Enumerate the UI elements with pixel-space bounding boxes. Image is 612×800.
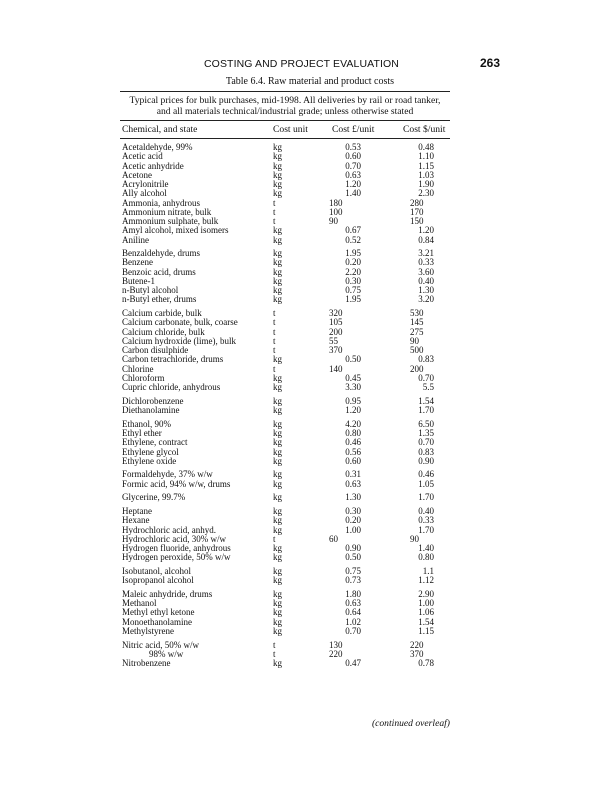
cost-usd: 3.60 [418, 266, 434, 277]
chemical-name: Calcium carbonate, bulk, coarse [122, 317, 238, 328]
table-row [0, 236, 612, 245]
table-row [0, 544, 612, 553]
header-top-rule [120, 120, 450, 121]
cost-unit: kg [273, 418, 282, 429]
cost-usd: 1.54 [418, 616, 434, 627]
cost-usd: 0.83 [418, 446, 434, 457]
table-note-line: and all materials technical/industrial grade; unless otherwise stated [156, 106, 414, 117]
table-row [0, 249, 612, 258]
chemical-name: Methylstyrene [122, 625, 174, 636]
cost-unit: kg [273, 142, 282, 152]
cost-usd: 280 [410, 197, 424, 208]
chemical-name: Cupric chloride, anhydrous [122, 382, 221, 393]
chemical-name: Hydrogen fluoride, anhydrous [122, 543, 231, 554]
cost-gbp: 0.20 [345, 515, 361, 526]
cost-unit: kg [273, 354, 282, 365]
cost-unit: kg [273, 515, 282, 526]
chemical-name: Formaldehyde, 37% w/w [122, 469, 213, 480]
table-note-line: Typical prices for bulk purchases, mid-1998. All deliveries by rail or road tanker, [129, 95, 441, 106]
cost-unit: t [273, 533, 276, 544]
cost-unit: kg [273, 169, 282, 180]
chemical-name: Ethyl ether [122, 428, 162, 438]
cost-usd: 90 [410, 533, 419, 544]
cost-unit: kg [273, 160, 282, 171]
chemical-name: n-Butyl ether, drums [122, 294, 197, 305]
chemical-name: Formic acid, 94% w/w, drums [122, 478, 231, 489]
cost-gbp: 370 [329, 345, 343, 356]
table-row [0, 567, 612, 576]
cost-gbp: 1.20 [345, 179, 361, 189]
cost-gbp: 0.47 [345, 658, 361, 669]
cost-gbp: 0.46 [345, 437, 361, 448]
cost-gbp: 0.63 [345, 169, 361, 180]
cost-unit: t [273, 308, 276, 319]
table-row-group [0, 507, 612, 563]
cost-unit: t [273, 648, 276, 659]
table-row [0, 355, 612, 364]
cost-unit: t [273, 335, 276, 346]
cost-gbp: 0.64 [345, 607, 361, 618]
cost-usd: 1.20 [418, 225, 434, 236]
table-row [0, 199, 612, 208]
cost-unit: kg [273, 446, 282, 457]
cost-usd: 0.78 [418, 658, 434, 669]
chemical-name: 98% w/w [122, 648, 184, 659]
cost-usd: 0.33 [418, 257, 434, 268]
cost-usd: 1.15 [418, 160, 434, 171]
table-row-group [0, 309, 612, 392]
table-row [0, 277, 612, 286]
cost-unit: kg [273, 234, 282, 245]
cost-usd: 2.90 [418, 588, 434, 599]
cost-unit: t [273, 206, 276, 217]
column-header-usd: Cost $/unit [403, 124, 446, 135]
cost-gbp: 200 [329, 326, 343, 337]
table-row [0, 429, 612, 438]
cost-gbp: 55 [329, 335, 338, 346]
cost-unit: kg [273, 543, 282, 554]
table-row [0, 152, 612, 161]
cost-usd: 1.30 [418, 285, 434, 296]
chemical-name: Calcium carbide, bulk [122, 308, 202, 319]
table-row [0, 627, 612, 636]
chemical-name: Hydrochloric acid, anhyd. [122, 524, 216, 535]
table-row-group [0, 470, 612, 489]
table-row [0, 493, 612, 502]
cost-unit: kg [273, 372, 282, 383]
chemical-name: n-Butyl alcohol [122, 285, 179, 296]
cost-unit: kg [273, 437, 282, 448]
cost-usd: 0.70 [418, 437, 434, 448]
table-row [0, 641, 612, 650]
cost-unit: kg [273, 598, 282, 609]
table-row [0, 208, 612, 217]
cost-gbp: 0.56 [345, 446, 361, 457]
cost-unit: kg [273, 428, 282, 438]
table-caption: Table 6.4. Raw material and product costs [225, 76, 395, 87]
cost-usd: 1.70 [418, 405, 434, 416]
column-header-gbp: Cost £/unit [332, 124, 375, 135]
cost-gbp: 0.30 [345, 506, 361, 517]
cost-unit: kg [273, 151, 282, 162]
cost-usd: 0.83 [418, 354, 434, 365]
cost-usd: 5.5 [422, 382, 434, 393]
chemical-name: Isopropanol alcohol [122, 575, 194, 586]
table-row-group [0, 397, 612, 416]
table-row [0, 507, 612, 516]
cost-gbp: 180 [329, 197, 343, 208]
cost-unit: kg [273, 492, 282, 503]
page-number: 263 [479, 56, 500, 70]
cost-gbp: 90 [329, 216, 338, 226]
chemical-name: Amyl alcohol, mixed isomers [122, 225, 229, 236]
cost-usd: 1.1 [422, 566, 434, 576]
running-title: COSTING AND PROJECT EVALUATION [204, 58, 399, 70]
cost-gbp: 0.75 [345, 566, 361, 576]
table-row-group [0, 590, 612, 636]
cost-unit: kg [273, 395, 282, 406]
cost-gbp: 2.20 [345, 266, 361, 277]
chemical-name: Maleic anhydride, drums [122, 588, 213, 599]
table-row [0, 318, 612, 327]
cost-unit: kg [273, 552, 282, 563]
cost-gbp: 1.40 [345, 188, 361, 199]
chemical-name: Hydrogen peroxide, 50% w/w [122, 552, 231, 563]
table-row [0, 295, 612, 304]
cost-gbp: 0.45 [345, 372, 361, 383]
cost-usd: 170 [410, 206, 424, 217]
chemical-name: Glycerine, 99.7% [122, 492, 186, 503]
table-row [0, 406, 612, 415]
table-row [0, 650, 612, 659]
cost-usd: 1.35 [418, 428, 434, 438]
cost-unit: t [273, 345, 276, 356]
table-row [0, 420, 612, 429]
cost-unit: kg [273, 275, 282, 286]
chemical-name: Carbon disulphide [122, 345, 189, 356]
cost-unit: kg [273, 524, 282, 535]
cost-usd: 1.90 [418, 179, 434, 189]
chemical-name: Isobutanol, alcohol [122, 566, 191, 576]
table-row [0, 189, 612, 198]
chemical-name: Benzoic acid, drums [122, 266, 196, 277]
cost-usd: 3.21 [418, 248, 434, 259]
column-header-unit: Cost unit [273, 124, 308, 135]
cost-unit: kg [273, 266, 282, 277]
chemical-name: Dichlorobenzene [122, 395, 184, 406]
cost-usd: 1.03 [418, 169, 434, 180]
chemical-name: Chlorine [122, 363, 154, 374]
table-row [0, 365, 612, 374]
cost-unit: kg [273, 248, 282, 259]
cost-usd: 0.33 [418, 515, 434, 526]
table-row [0, 608, 612, 617]
cost-usd: 500 [410, 345, 424, 356]
table-row [0, 448, 612, 457]
cost-usd: 0.90 [418, 455, 434, 466]
cost-gbp: 130 [329, 639, 343, 650]
cost-gbp: 105 [329, 317, 343, 328]
cost-usd: 6.50 [418, 418, 434, 429]
table-row [0, 470, 612, 479]
cost-usd: 3.20 [418, 294, 434, 305]
chemical-name: Ammonia, anhydrous [122, 197, 200, 208]
cost-unit: kg [273, 616, 282, 627]
cost-gbp: 1.20 [345, 405, 361, 416]
table-row [0, 328, 612, 337]
cost-usd: 2.30 [418, 188, 434, 199]
cost-unit: kg [273, 625, 282, 636]
cost-unit: kg [273, 405, 282, 416]
cost-usd: 0.80 [418, 552, 434, 563]
cost-gbp: 0.50 [345, 354, 361, 365]
cost-gbp: 0.95 [345, 395, 361, 406]
table-row [0, 217, 612, 226]
cost-unit: t [273, 326, 276, 337]
table-row [0, 374, 612, 383]
cost-gbp: 4.20 [345, 418, 361, 429]
cost-usd: 530 [410, 308, 424, 319]
cost-unit: kg [273, 566, 282, 576]
table-row-group [0, 567, 612, 586]
cost-gbp: 60 [329, 533, 338, 544]
table-row [0, 346, 612, 355]
cost-unit: kg [273, 575, 282, 586]
cost-usd: 1.06 [418, 607, 434, 618]
table-row [0, 397, 612, 406]
cost-gbp: 0.53 [345, 142, 361, 152]
chemical-name: Ammonium nitrate, bulk [122, 206, 212, 217]
cost-unit: kg [273, 588, 282, 599]
chemical-name: Ethylene, contract [122, 437, 188, 448]
cost-usd: 1.00 [418, 598, 434, 609]
cost-gbp: 1.95 [345, 248, 361, 259]
chemical-name: Monoethanolamine [122, 616, 192, 627]
table-row-group [0, 641, 612, 669]
cost-gbp: 1.02 [345, 616, 361, 627]
table-row-group [0, 493, 612, 502]
table-row [0, 258, 612, 267]
chemical-name: Nitrobenzene [122, 658, 171, 669]
chemical-name: Acetaldehyde, 99% [122, 142, 193, 152]
table-row [0, 171, 612, 180]
cost-gbp: 1.95 [345, 294, 361, 305]
cost-usd: 1.15 [418, 625, 434, 636]
chemical-name: Hexane [122, 515, 150, 526]
table-row [0, 180, 612, 189]
chemical-name: Ethylene glycol [122, 446, 179, 457]
table-note [120, 95, 450, 117]
cost-unit: kg [273, 455, 282, 466]
cost-gbp: 0.67 [345, 225, 361, 236]
cost-usd: 145 [410, 317, 424, 328]
table-row [0, 383, 612, 392]
chemical-name: Nitric acid, 50% w/w [122, 639, 199, 650]
table-row [0, 659, 612, 668]
table-row-group [0, 420, 612, 466]
table-row [0, 599, 612, 608]
cost-usd: 1.54 [418, 395, 434, 406]
cost-gbp: 0.70 [345, 160, 361, 171]
chemical-name: Calcium hydroxide (lime), bulk [122, 335, 236, 346]
chemical-name: Chloroform [122, 372, 165, 383]
cost-unit: kg [273, 225, 282, 236]
table-row [0, 337, 612, 346]
chemical-name: Benzaldehyde, drums [122, 248, 200, 259]
cost-usd: 1.12 [418, 575, 434, 586]
cost-unit: kg [273, 188, 282, 199]
table-row [0, 576, 612, 585]
cost-gbp: 1.00 [345, 524, 361, 535]
cost-unit: t [273, 197, 276, 208]
cost-unit: t [273, 317, 276, 328]
cost-gbp: 0.60 [345, 151, 361, 162]
chemical-name: Benzene [122, 257, 153, 268]
cost-gbp: 320 [329, 308, 343, 319]
cost-usd: 1.70 [418, 524, 434, 535]
chemical-name: Ammonium sulphate, bulk [122, 216, 219, 226]
cost-usd: 220 [410, 639, 424, 650]
cost-gbp: 0.63 [345, 598, 361, 609]
cost-usd: 90 [410, 335, 419, 346]
cost-usd: 150 [410, 216, 424, 226]
cost-gbp: 0.70 [345, 625, 361, 636]
cost-gbp: 0.52 [345, 234, 361, 245]
table-row [0, 286, 612, 295]
chemical-name: Carbon tetrachloride, drums [122, 354, 224, 365]
cost-table-body [0, 143, 612, 673]
table-row [0, 226, 612, 235]
cost-usd: 200 [410, 363, 424, 374]
continued-note: (continued overleaf) [371, 718, 450, 729]
cost-gbp: 140 [329, 363, 343, 374]
cost-unit: t [273, 363, 276, 374]
cost-unit: kg [273, 294, 282, 305]
chemical-name: Methanol [122, 598, 157, 609]
cost-unit: kg [273, 179, 282, 189]
cost-gbp: 220 [329, 648, 343, 659]
cost-gbp: 0.63 [345, 478, 361, 489]
header-bottom-rule [120, 138, 450, 139]
cost-gbp: 0.90 [345, 543, 361, 554]
table-row [0, 480, 612, 489]
cost-unit: kg [273, 285, 282, 296]
cost-gbp: 0.60 [345, 455, 361, 466]
chemical-name: Butene-1 [122, 275, 155, 286]
cost-usd: 0.70 [418, 372, 434, 383]
chemical-name: Heptane [122, 506, 152, 517]
table-row [0, 553, 612, 562]
cost-gbp: 0.31 [345, 469, 361, 480]
cost-gbp: 0.80 [345, 428, 361, 438]
table-row [0, 438, 612, 447]
cost-gbp: 0.50 [345, 552, 361, 563]
table-row-group [0, 143, 612, 245]
cost-gbp: 0.30 [345, 275, 361, 286]
cost-usd: 1.40 [418, 543, 434, 554]
table-row [0, 516, 612, 525]
chemical-name: Acetic acid [122, 151, 163, 162]
table-row [0, 268, 612, 277]
running-header [120, 56, 500, 70]
chemical-name: Acetone [122, 169, 152, 180]
chemical-name: Ethylene oxide [122, 455, 177, 466]
cost-unit: kg [273, 658, 282, 669]
cost-usd: 1.70 [418, 492, 434, 503]
cost-usd: 0.48 [418, 142, 434, 152]
cost-unit: kg [273, 607, 282, 618]
table-row [0, 309, 612, 318]
column-header-chemical: Chemical, and state [122, 124, 198, 135]
cost-usd: 370 [410, 648, 424, 659]
cost-gbp: 1.30 [345, 492, 361, 503]
cost-unit: kg [273, 382, 282, 393]
chemical-name: Aniline [122, 234, 149, 245]
table-row-group [0, 249, 612, 305]
chemical-name: Hydrochloric acid, 30% w/w [122, 533, 226, 544]
table-row [0, 143, 612, 152]
cost-unit: kg [273, 257, 282, 268]
cost-unit: kg [273, 506, 282, 517]
cost-usd: 275 [410, 326, 424, 337]
cost-usd: 1.05 [418, 478, 434, 489]
cost-unit: t [273, 639, 276, 650]
cost-unit: kg [273, 469, 282, 480]
table-row [0, 618, 612, 627]
chemical-name: Methyl ethyl ketone [122, 607, 195, 618]
cost-unit: t [273, 216, 276, 226]
cost-usd: 0.46 [418, 469, 434, 480]
table-row [0, 457, 612, 466]
cost-usd: 0.40 [418, 275, 434, 286]
chemical-name: Ally alcohol [122, 188, 167, 199]
cost-unit: kg [273, 478, 282, 489]
top-rule [120, 91, 450, 92]
cost-usd: 0.84 [418, 234, 434, 245]
chemical-name: Diethanolamine [122, 405, 180, 416]
cost-gbp: 1.80 [345, 588, 361, 599]
table-row [0, 526, 612, 535]
cost-gbp: 0.75 [345, 285, 361, 296]
chemical-name: Acetic anhydride [122, 160, 184, 171]
table-row [0, 535, 612, 544]
cost-usd: 1.10 [418, 151, 434, 162]
chemical-name: Acrylonitrile [122, 179, 169, 189]
chemical-name: Calcium chloride, bulk [122, 326, 205, 337]
table-row [0, 590, 612, 599]
cost-gbp: 3.30 [345, 382, 361, 393]
cost-usd: 0.40 [418, 506, 434, 517]
cost-gbp: 0.20 [345, 257, 361, 268]
chemical-name: Ethanol, 90% [122, 418, 171, 429]
table-row [0, 162, 612, 171]
cost-gbp: 100 [329, 206, 343, 217]
cost-gbp: 0.73 [345, 575, 361, 586]
